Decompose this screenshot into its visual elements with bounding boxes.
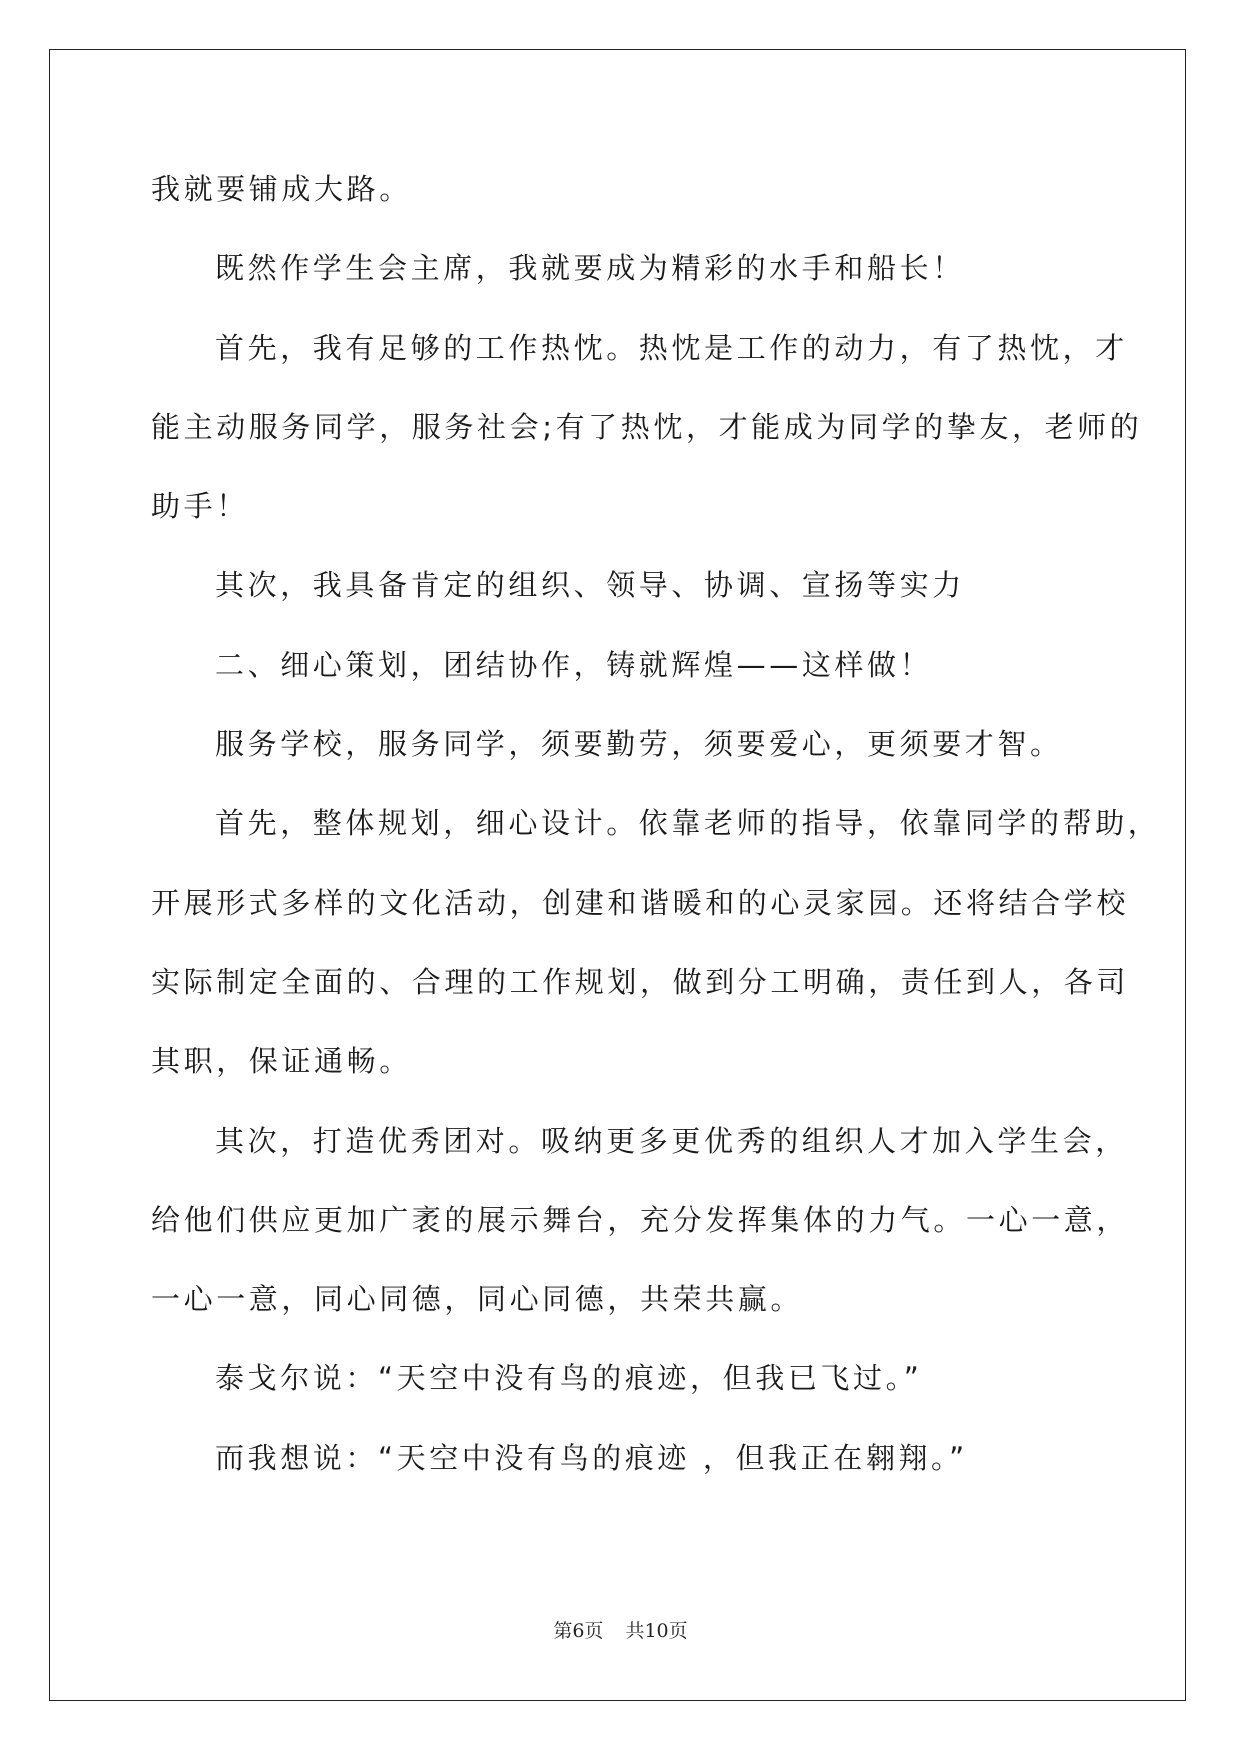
text-line: 首先，我有足够的工作热忱。热忱是工作的动力，有了热忱，才 [215, 330, 1128, 365]
text-line: 而我想说：“天空中没有鸟的痕迹 ，但我正在翱翔。” [215, 1440, 968, 1475]
text-line: 二、细心策划，团结协作，铸就辉煌——这样做！ [215, 647, 933, 682]
page-number-total: 共10页 [625, 1620, 688, 1642]
text-line: 其次，打造优秀团对。吸纳更多更优秀的组织人才加入学生会， [215, 1123, 1128, 1158]
text-line: 我就要铺成大路。 [151, 172, 412, 206]
page-footer [0, 1616, 1241, 1643]
text-line: 首先，整体规划，细心设计。依靠老师的指导，依靠同学的帮助， [215, 806, 1161, 841]
document-body [151, 150, 1161, 1498]
text-line: 开展形式多样的文化活动，创建和谐暖和的心灵家园。还将结合学校 [151, 885, 1130, 920]
page-number-current: 第6页 [553, 1620, 604, 1642]
text-line: 给他们供应更加广袤的展示舞台，充分发挥集体的力气。一心一意， [151, 1202, 1130, 1237]
text-line: 服务学校，服务同学，须要勤劳，须要爱心，更须要才智。 [215, 727, 1063, 762]
text-line: 助手！ [151, 489, 249, 524]
text-line: 其职，保证通畅。 [151, 1044, 412, 1079]
text-line: 泰戈尔说：“天空中没有鸟的痕迹，但我已飞过。” [215, 1361, 923, 1396]
text-line: 既然作学生会主席，我就要成为精彩的水手和船长！ [215, 251, 965, 286]
text-line: 其次，我具备肯定的组织、领导、协调、宣扬等实力 [215, 568, 965, 603]
text-line: 实际制定全面的、合理的工作规划，做到分工明确，责任到人，各司 [151, 964, 1130, 999]
text-line: 能主动服务同学，服务社会;有了热忱，才能成为同学的挚友，老师的 [151, 409, 1143, 444]
text-line: 一心一意，同心同德，同心同德，共荣共赢。 [151, 1282, 804, 1317]
